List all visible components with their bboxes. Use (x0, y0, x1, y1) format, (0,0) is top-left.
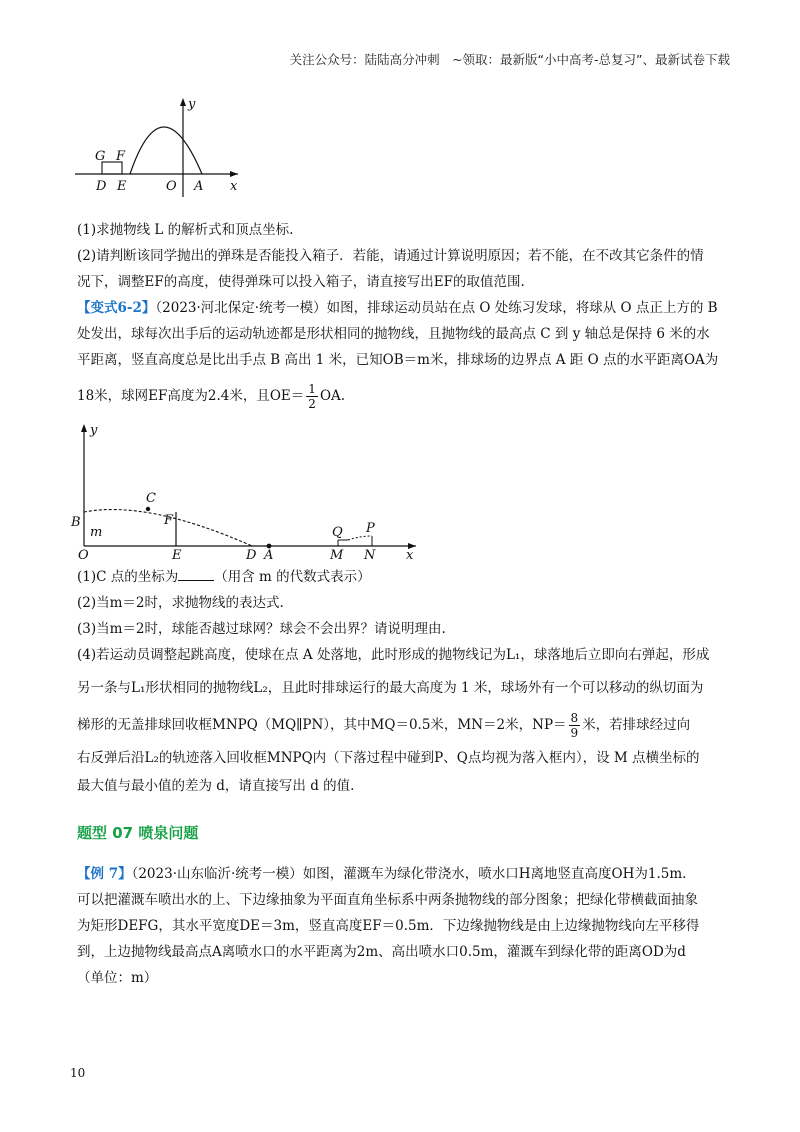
part4-line1: (4)若运动员调整起跳高度，使球在点 A 处落地，此时形成的抛物线记为L₁，球落地后立即向右弹起，形成 (77, 647, 710, 663)
fig1-label-A: A (194, 179, 204, 194)
fig2-label-P: P (366, 521, 375, 536)
variant-text1: （2023·河北保定·统考一模）如图，排球运动员站在点 O 处练习发球，将球从 O 点正上方的 B (155, 300, 718, 316)
part3-line: (3)当m＝2时，球能否越过球网？球会不会出界？请说明理由. (77, 621, 446, 637)
part4-line5: 最大值与最小值的差为 d，请直接写出 d 的值. (77, 778, 355, 794)
variant-text4b: OA. (319, 388, 346, 404)
fig1-label-O: O (166, 179, 177, 194)
example-line2: 可以把灌溉车喷出水的上、下边缘抽象为平面直角坐标系中两条抛物线的部分图象；把绿化带横截面抽象 (77, 892, 698, 908)
q1-part1: (1)求抛物线 L 的解析式和顶点坐标. (77, 222, 294, 238)
fraction-eight-ninths: $\frac{8}{9}$ (570, 711, 579, 740)
fig1-label-F: F (116, 149, 126, 164)
fig2-label-O: O (78, 548, 89, 560)
part2-line: (2)当m＝2时，求抛物线的表达式. (77, 595, 284, 611)
part4-line3 (77, 711, 690, 740)
part4-line2: 另一条与L₁形状相同的抛物线L₂，且此时排球运行的最大高度为 1 米，球场外有一个可以移动的纵切面为 (77, 680, 704, 696)
variant-line2: 处发出，球每次出手后的运动轨迹都是形状相同的抛物线，且抛物线的最高点 C 到 y 轴总是保持 6 米的水 (77, 326, 710, 342)
example-tag: 【例 7】 (77, 866, 132, 882)
fig1-label-E: E (117, 179, 127, 194)
fig2-label-y: y (90, 423, 98, 438)
figure-parabola-box (70, 92, 260, 202)
part1-line (77, 567, 371, 587)
figure-volleyball-court (66, 420, 426, 560)
example-line4: 到，上边抛物线最高点A离喷水口的水平距离为2m、高出喷水口0.5m，灌溉车到绿化带的距离OD为d (77, 944, 686, 960)
fig2-label-Q: Q (332, 525, 343, 540)
fig2-label-N: N (364, 548, 376, 560)
answer-blank (178, 568, 214, 581)
example-line3: 为矩形DEFG，其水平宽度DE＝3m，竖直高度EF＝0.5m．下边缘抛物线是由上边缘抛物线向左平移得 (77, 918, 700, 934)
part4-line4: 右反弹后沿L₂的轨迹落入回收框MNPQ内（下落过程中碰到P、Q点均视为落入框内），设 M 点横坐标的 (77, 750, 700, 766)
part1-text-a: (1)C 点的坐标为 (77, 569, 179, 585)
fig2-label-B: B (71, 515, 81, 530)
fig2-label-m: m (90, 525, 103, 540)
page-header: 关注公众号：陆陆高分冲刺 ~领取：最新版“小中高考-总复习”、最新试卷下载 (289, 52, 730, 67)
fig2-label-F: F (164, 513, 174, 528)
example-text1: （2023·山东临沂·统考一模）如图，灌溉车为绿化带浇水，喷水口H离地竖直高度OH为1.5m. (131, 866, 687, 882)
fig1-label-y: y (188, 97, 196, 112)
section-title: 题型 07 喷泉问题 (77, 824, 199, 842)
variant-line3: 平距离，竖直高度总是比出手点 B 高出 1 米，已知OB＝m米，排球场的边界点 A 距 O 点的水平距离OA为 (77, 352, 719, 368)
fig2-label-x: x (406, 548, 414, 560)
variant-text4a: 18米，球网EF高度为2.4米，且OE＝ (77, 388, 305, 404)
page-number: 10 (70, 1066, 86, 1080)
q1-part2-line1: (2)请判断该同学抛出的弹珠是否能投入箱子．若能，请通过计算说明原因；若不能，在不改其它条件的情 (77, 248, 704, 264)
fig2-label-E: E (172, 548, 182, 560)
part4-text-c1: 梯形的无盖排球回收框MNPQ（MQ∥PN），其中MQ＝0.5米，MN＝2米，NP＝ (77, 717, 567, 733)
fig1-label-D: D (96, 179, 107, 194)
fraction-half: $\frac{1}{2}$ (308, 382, 316, 411)
fig1-label-x: x (230, 179, 238, 194)
fig2-label-C: C (146, 491, 156, 506)
example-line5: （单位：m） (77, 970, 158, 986)
part1-text-b: （用含 m 的代数式表示） (214, 569, 371, 585)
part4-text-c2: 米，若排球经过向 (582, 717, 691, 733)
fig2-label-M: M (330, 548, 344, 560)
q1-part2-line2: 况下，调整EF的高度，使得弹珠可以投入箱子，请直接写出EF的取值范围. (77, 274, 525, 290)
example-line1 (77, 864, 686, 884)
variant-line4 (77, 382, 345, 411)
variant-tag: 【变式6-2】 (77, 300, 156, 316)
fig1-label-G: G (95, 149, 106, 164)
fig2-label-A: A (264, 548, 274, 560)
fig2-label-D: D (246, 548, 257, 560)
variant-line1 (77, 298, 718, 318)
